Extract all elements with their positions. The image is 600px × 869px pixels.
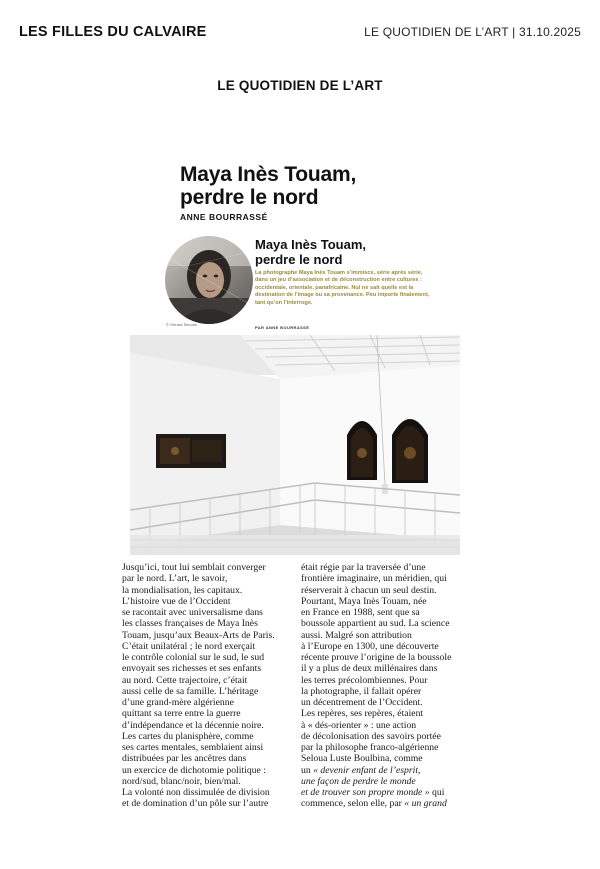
inset-headline-line-2: perdre le nord <box>255 252 343 267</box>
article-column-left: Jusqu’ici, tout lui semblait converger par le nord. L’art, le savoir, la mondialisation, les capitaux. L’histoire vue de l’Occident se racontait avec universalisme dans les classes françaises de Maya Inès Touam, jusqu’aux Beaux-Arts de Paris. C’était unilatéral ; le nord exerçait le contrôle colonial sur le sud, le sud envoyait ses richesses et ses enfants au nord. Cette trajectoire, c’était aussi celle de sa famille. L’héritage d’une grand-mère algérienne quittant sa terre entre la guerre d’indépendance et la décennie noire. Les cartes du planisphère, comme ses cartes mentales, semblaient ainsi distribuées par les ancêtres dans un exercice de dichotomie politique : nord/sud, blanc/noir, bien/mal. La volonté non dissimulée de division et de domination d’un pôle sur l’autre <box>122 562 275 810</box>
header-source-date: LE QUOTIDIEN DE L’ART | 31.10.2025 <box>364 25 581 39</box>
inset-lede: La photographe Maya Inès Touam s’immisce, série après série, dans un jeu d’association et de déconstruction entre cultures : occidentale, orientale, panafricaine. Nul ne sait quelle est la destination de l’image ou sa provenance. Peu importe finalement, tant qu’on l’interroge. <box>255 270 430 306</box>
article-quote-end: « un grand <box>404 798 447 810</box>
photo-credit: © Gérard Simoès <box>166 322 197 327</box>
clipping-author: ANNE BOURRASSÉ <box>180 212 268 222</box>
exhibition-photo-image <box>130 335 460 555</box>
clipping-headline-line-2: perdre le nord <box>180 186 319 209</box>
artist-portrait-image <box>165 236 253 324</box>
inset-headline <box>255 237 366 267</box>
inset-headline-line-1: Maya Inès Touam, <box>255 237 367 252</box>
exhibition-photo <box>130 335 460 555</box>
page-header <box>0 0 600 60</box>
inset-byline: PAR ANNE BOURRASSÉ <box>255 325 310 330</box>
article-quote: « devenir enfant de l’esprit, une façon de perdre le monde et de trouver son propre monde » <box>301 764 430 798</box>
clipping-headline <box>180 163 356 209</box>
publication-title: LE QUOTIDIEN DE L’ART <box>217 78 383 93</box>
clipping-headline-line-1: Maya Inès Touam, <box>180 163 357 186</box>
article-column-right-text: était régie par la traversée d’une frontière imaginaire, un méridien, qui réserverait à chacun un seul destin. Pourtant, Maya Inès Touam, née en France en 1988, sent que sa boussole appartient au sud. La science aussi. Malgré son attribution à l’Europe en 1300, une découverte récente prouve l’origine de la boussole il y a plus de deux millénaires dans les terres précolombiennes. Pour la photographe, il fallait opérer un décentrement de l’Occident. Les repères, ses repères, étaient à « dés-orienter » : une action de décolonisation des savoirs portée par la philosophe franco-algérienne Seloua Luste Boulbina, comme un <box>301 562 452 776</box>
article-column-right-text-cont: qui commence, selon elle, par <box>301 787 445 810</box>
article-column-right <box>301 562 471 810</box>
artist-portrait <box>165 236 253 324</box>
gallery-name: LES FILLES DU CALVAIRE <box>19 24 207 40</box>
